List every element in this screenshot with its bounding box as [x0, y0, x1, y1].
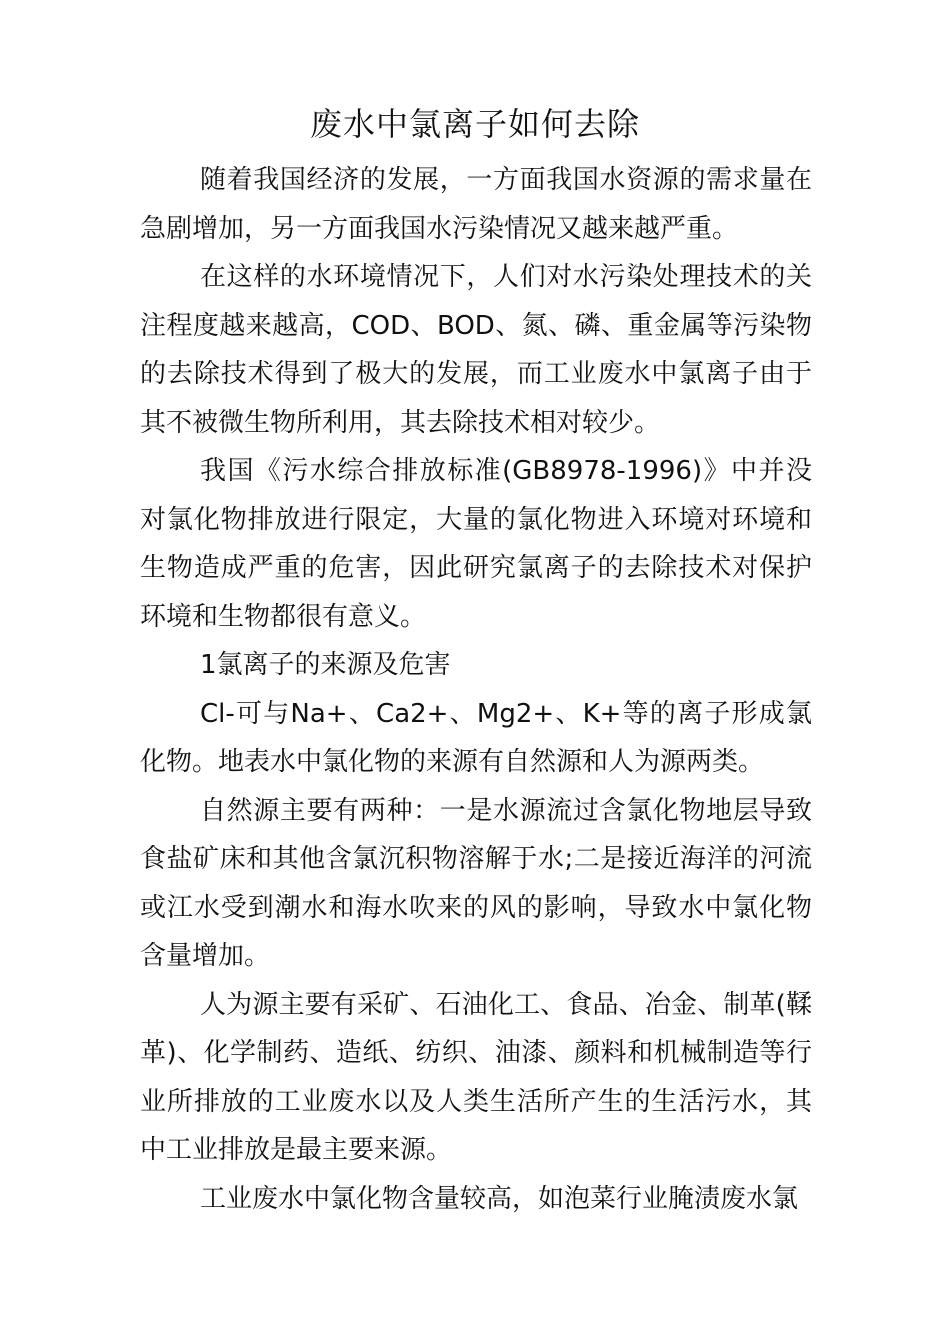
section-heading-sources: 1氯离子的来源及危害: [200, 650, 451, 680]
paragraph-intro: 随着我国经济的发展，一方面我国水资源的需求量在急剧增加，另一方面我国水污染情况又越来越严重。: [140, 165, 812, 244]
document-body: [140, 156, 812, 1223]
paragraph-human-sources: 人为源主要有采矿、石油化工、食品、冶金、制革(鞣革)、化学制药、造纸、纺织、油漆、颜料和机械制造等行业所排放的工业废水以及人类生活所产生的生活污水，其中工业排放是最主要来源。: [140, 989, 812, 1165]
paragraph-chloride-forms: Cl-可与Na+、Ca2+、Mg2+、K+等的离子形成氯化物。地表水中氯化物的来源有自然源和人为源两类。: [140, 698, 812, 777]
paragraph-context: 在这样的水环境情况下，人们对水污染处理技术的关注程度越来越高，COD、BOD、氮、磷、重金属等污染物的去除技术得到了极大的发展，而工业废水中氯离子由于其不被微生物所利用，其去除技术相对较少。: [140, 262, 812, 438]
paragraph-standard: 我国《污水综合排放标准(GB8978-1996)》中并没对氯化物排放进行限定，大量的氯化物进入环境对环境和生物造成严重的危害，因此研究氯离子的去除技术对保护环境和生物都很有意义。: [140, 456, 812, 632]
document-title: 废水中氯离子如何去除: [309, 105, 640, 143]
paragraph-natural-sources: 自然源主要有两种：一是水源流过含氯化物地层导致食盐矿床和其他含氯沉积物溶解于水;二是接近海洋的河流或江水受到潮水和海水吹来的风的影响，导致水中氯化物含量增加。: [140, 795, 812, 971]
paragraph-industrial-wastewater: 工业废水中氯化物含量较高，如泡菜行业腌渍废水氯: [200, 1183, 799, 1214]
